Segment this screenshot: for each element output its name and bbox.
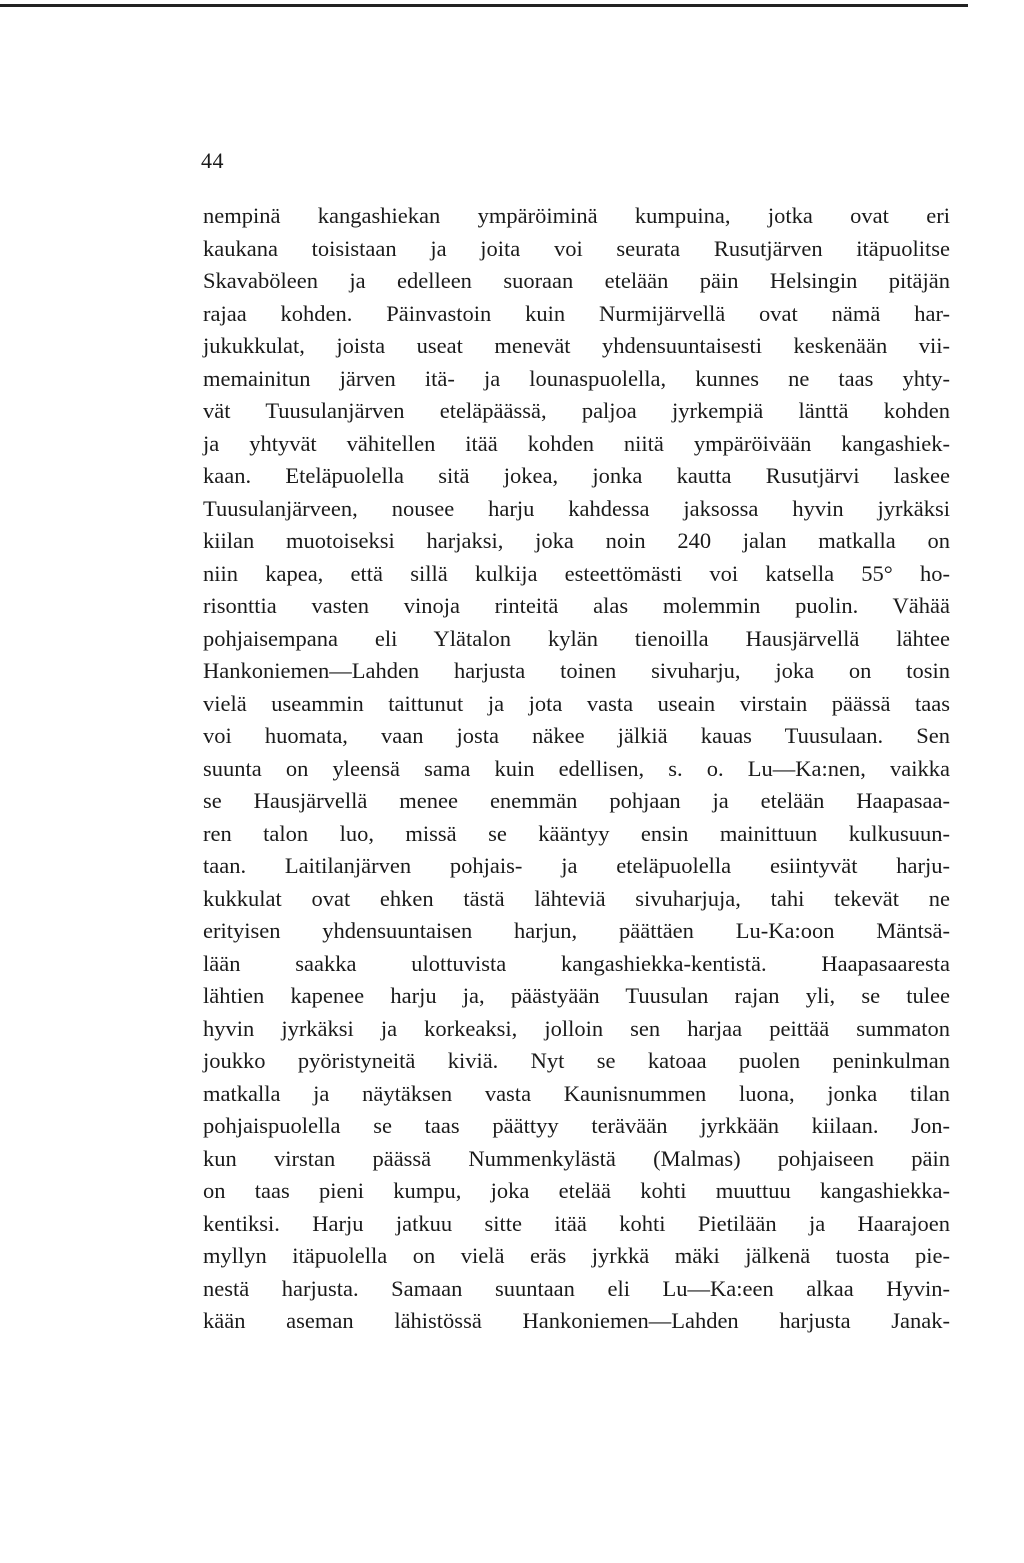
text-line: ja yhtyvät vähitellen itää kohden niitä ympäröivään kangashiek- [203,430,950,456]
text-line: lään saakka ulottuvista kangashiekka-kentistä. Haapasaaresta [203,950,950,976]
text-line: jukukkulat, joista useat menevät yhdensuuntaisesti keskenään vii- [203,333,950,358]
text-line: kiilan muotoiseksi harjaksi, joka noin 240 jalan matkalla on [203,528,950,553]
text-line: suunta on yleensä sama kuin edellisen, s. o. Lu—Ka:nen, vaikka [203,755,950,781]
text-line: hyvin jyrkäksi ja korkeaksi, jolloin sen harjaa peittää summaton [203,1015,950,1041]
text-line: on taas pieni kumpu, joka etelää kohti muuttuu kangashiekka- [203,1178,950,1203]
text-line: kaan. Eteläpuolella sitä jokea, jonka kautta Rusutjärvi laskee [203,463,950,488]
text-line: pohjaisempana eli Ylätalon kylän tienoilla Hausjärvellä lähtee [203,625,950,651]
text-line: Hankoniemen—Lahden harjusta toinen sivuharju, joka on tosin [203,658,950,683]
text-line: myllyn itäpuolella on vielä eräs jyrkkä mäki jälkenä tuosta pie- [203,1243,950,1268]
body-text [203,200,950,1338]
text-line: rajaa kohden. Päinvastoin kuin Nurmijärvellä ovat nämä har- [203,300,950,326]
text-line: nempinä kangashiekan ympäröiminä kumpuina, jotka ovat eri [203,203,950,228]
text-line: erityisen yhdensuuntaisen harjun, päättäen Lu-Ka:oon Mäntsä- [203,918,950,943]
text-line: kään aseman lähistössä Hankoniemen—Lahden harjusta Janak- [203,1308,950,1333]
text-line: taan. Laitilanjärven pohjais- ja eteläpuolella esiintyvät harju- [203,853,950,878]
text-line: risonttia vasten vinoja rinteitä alas molemmin puolin. Vähää [203,593,950,618]
text-line: matkalla ja näytäksen vasta Kaunisnummen luona, jonka tilan [203,1080,950,1106]
text-line: memainitun järven itä- ja lounaspuolella, kunnes ne taas yhty- [203,365,950,391]
text-line: Tuusulanjärveen, nousee harju kahdessa jaksossa hyvin jyrkäksi [203,495,950,521]
top-border-rule [0,4,968,7]
text-line: vielä useammin taittunut ja jota vasta useain virstain päässä taas [203,690,950,716]
text-line: kukkulat ovat ehken tästä lähteviä sivuharjuja, tahi tekevät ne [203,885,950,911]
text-line: kaukana toisistaan ja joita voi seurata Rusutjärven itäpuolitse [203,235,950,261]
text-line: joukko pyöristyneitä kiviä. Nyt se katoaa puolen peninkulman [203,1048,950,1073]
text-line: se Hausjärvellä menee enemmän pohjaan ja etelään Haapasaa- [203,788,950,813]
page-number: 44 [201,148,224,173]
text-line: ren talon luo, missä se kääntyy ensin mainittuun kulkusuun- [203,820,950,846]
text-line: kun virstan päässä Nummenkylästä (Malmas) pohjaiseen päin [203,1145,950,1171]
text-line: niin kapea, että sillä kulkija esteettömästi voi katsella 55° ho- [203,560,950,586]
text-line: pohjaispuolella se taas päättyy terävään jyrkkään kiilaan. Jon- [203,1113,950,1138]
text-line: nestä harjusta. Samaan suuntaan eli Lu—Ka:een alkaa Hyvin- [203,1275,950,1301]
text-line: kentiksi. Harju jatkuu sitte itää kohti Pietilään ja Haarajoen [203,1210,950,1236]
text-line: Skavaböleen ja edelleen suoraan etelään päin Helsingin pitäjän [203,268,950,293]
text-line: voi huomata, vaan josta näkee jälkiä kauas Tuusulaan. Sen [203,723,950,748]
text-line: vät Tuusulanjärven eteläpäässä, paljoa jyrkempiä länttä kohden [203,398,950,423]
text-line: lähtien kapenee harju ja, päästyään Tuusulan rajan yli, se tulee [203,983,950,1008]
